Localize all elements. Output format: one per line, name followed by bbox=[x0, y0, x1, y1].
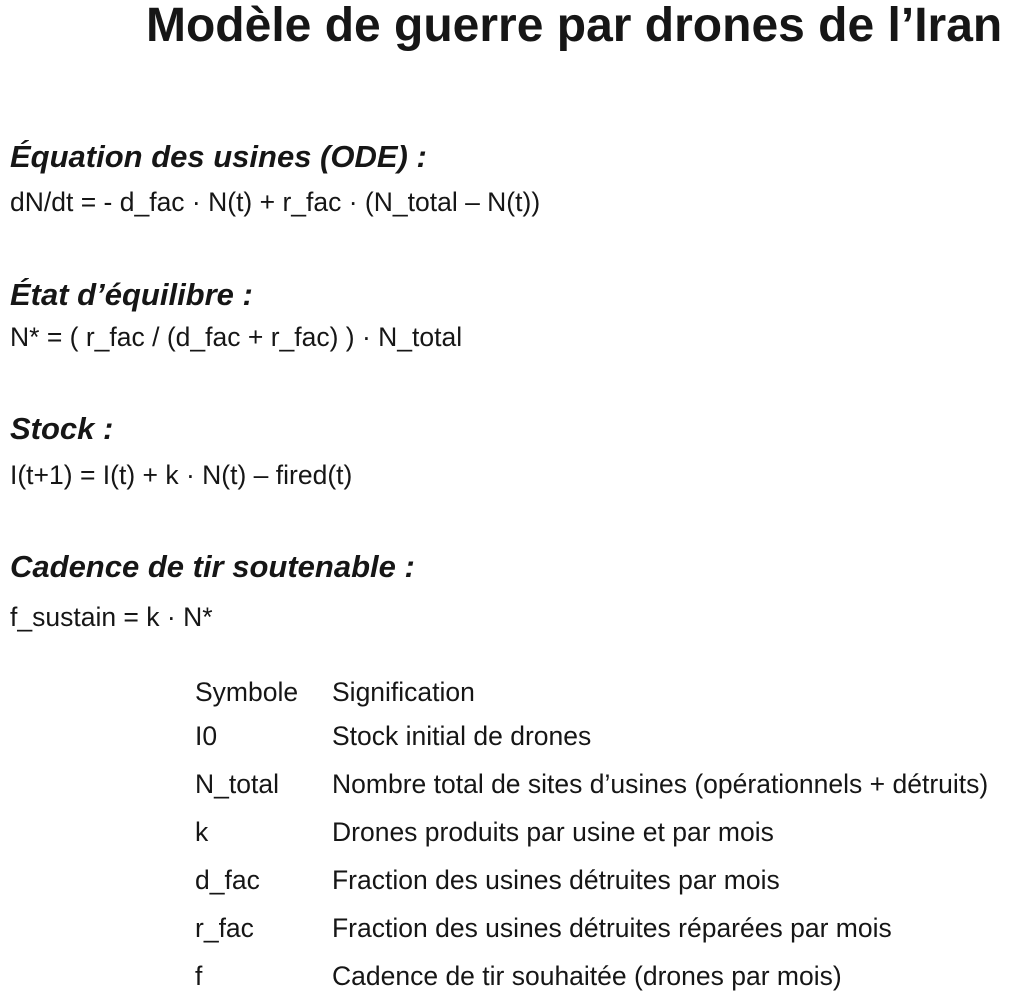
symbol-table bbox=[195, 672, 988, 1000]
symbol-cell-f: f bbox=[195, 960, 203, 991]
table-header-symbol: Symbole bbox=[195, 676, 299, 707]
section-heading-sustainable-fire-rate: Cadence de tir soutenable : bbox=[10, 549, 415, 584]
symbol-cell-k: k bbox=[195, 816, 209, 847]
document-title: Modèle de guerre par drones de l’Iran bbox=[146, 0, 1003, 52]
symbol-cell-i0: I0 bbox=[195, 720, 218, 751]
meaning-cell-f: Cadence de tir souhaitée (drones par mois) bbox=[332, 960, 842, 991]
section-heading-stock: Stock : bbox=[10, 411, 114, 446]
meaning-cell-r-fac: Fraction des usines détruites réparées par mois bbox=[332, 912, 892, 943]
symbol-cell-d-fac: d_fac bbox=[195, 864, 260, 895]
meaning-cell-k: Drones produits par usine et par mois bbox=[332, 816, 774, 847]
section-heading-factories-ode: Équation des usines (ODE) : bbox=[10, 139, 427, 174]
formula-sustainable-fire-rate: f_sustain = k · N* bbox=[10, 602, 213, 632]
section-heading-equilibrium: État d’équilibre : bbox=[10, 277, 253, 312]
meaning-cell-i0: Stock initial de drones bbox=[332, 720, 592, 751]
symbol-cell-n-total: N_total bbox=[195, 768, 279, 799]
formula-factories-ode: dN/dt = - d_fac · N(t) + r_fac · (N_total – N(t)) bbox=[10, 187, 541, 217]
formula-equilibrium: N* = ( r_fac / (d_fac + r_fac) ) · N_total bbox=[10, 322, 463, 352]
symbol-cell-r-fac: r_fac bbox=[195, 912, 254, 943]
table-header-meaning: Signification bbox=[332, 676, 475, 707]
formula-stock: I(t+1) = I(t) + k · N(t) – fired(t) bbox=[10, 460, 353, 490]
meaning-cell-n-total: Nombre total de sites d’usines (opérationnels + détruits) bbox=[332, 768, 989, 799]
meaning-cell-d-fac: Fraction des usines détruites par mois bbox=[332, 864, 780, 895]
